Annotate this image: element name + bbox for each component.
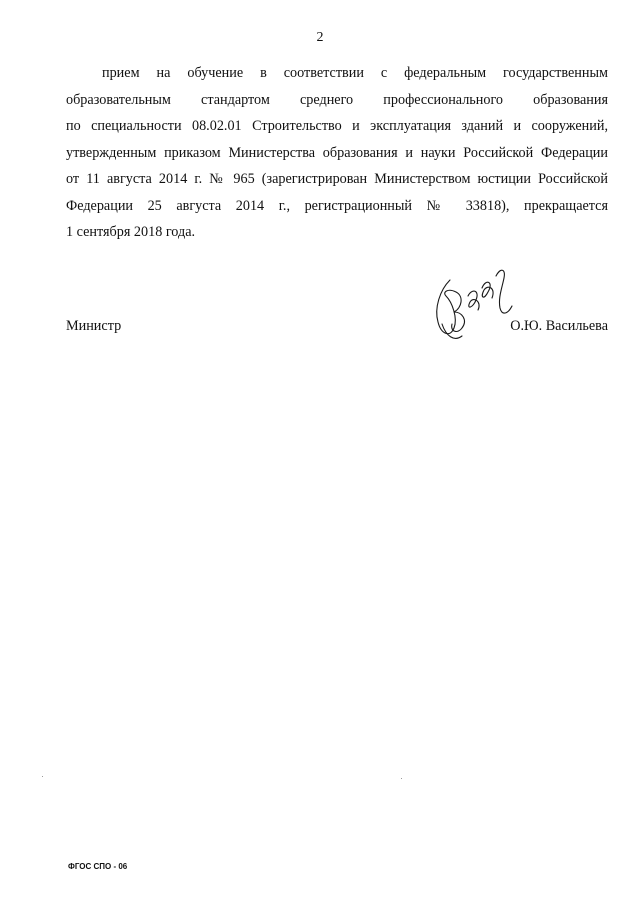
paragraph-line: образовательным стандартом среднего профессионального образования [66,91,608,108]
paragraph-line: Федерации 25 августа 2014 г., регистрационный № 33818), прекращается [66,197,608,214]
page-number: 2 [316,30,324,45]
paragraph-line: от 11 августа 2014 г. № 965 (зарегистрирован Министерством юстиции Российской [66,171,608,187]
signature-block [66,318,608,342]
paragraph-line: по специальности 08.02.01 Строительство и эксплуатация зданий и сооружений, [66,118,608,134]
signatory-position: Министр [66,318,122,334]
paragraph-line: прием на обучение в соответствии с федеральным государственным [102,65,608,81]
scan-speck [401,778,402,779]
footer-code: ФГОС СПО - 06 [68,862,128,871]
scan-speck [42,776,43,777]
document-paragraph [66,60,608,246]
paragraph-line: 1 сентября 2018 года. [66,224,196,240]
paragraph-line: утвержденным приказом Министерства образования и науки Российской Федерации [66,144,608,161]
signatory-name: О.Ю. Васильева [510,318,608,334]
